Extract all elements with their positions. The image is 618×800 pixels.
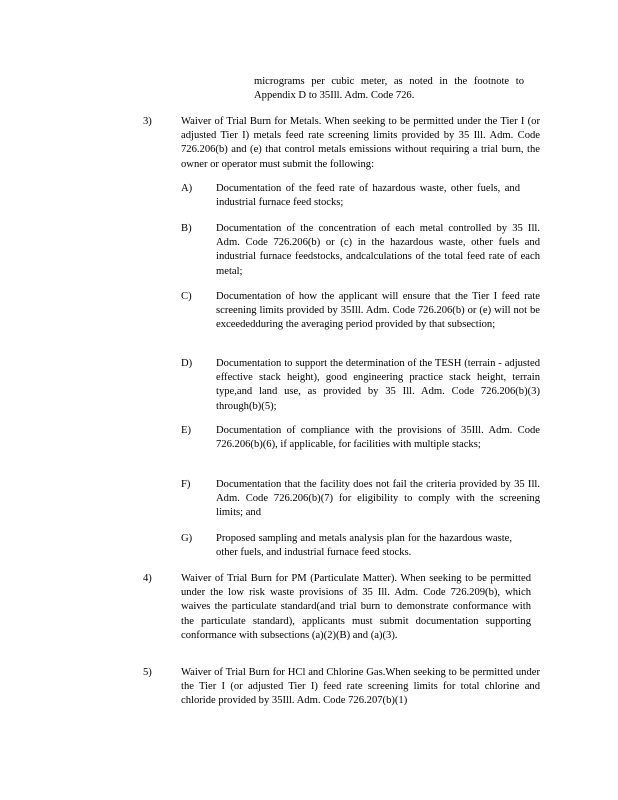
subitem-b-text: Documentation of the concentration of each metal controlled by 35 Ill. Adm. Code 726.206(b) or (c) in the hazardous waste, other fuels and industrial furnace feedstocks, andcalculations of the total feed rate of each metal; [216, 223, 540, 277]
item-5-text: Waiver of Trial Burn for HCl and Chlorine Gas.When seeking to be permitted under the Tier I (or adjusted Tier I) feed rate screening limits for total chlorine and chloride provided by 35Ill. Adm. Code 726.207(b)(1) [181, 667, 540, 707]
subitem-c-number: C) [181, 291, 192, 302]
item-3-number: 3) [143, 116, 152, 127]
subitem-e-number: E) [181, 425, 191, 436]
subitem-e-text: Documentation of compliance with the provisions of 35Ill. Adm. Code 726.206(b)(6), if applicable, for facilities with multiple stacks; [216, 425, 540, 451]
subitem-c-text: Documentation of how the applicant will ensure that the Tier I feed rate screening limits provided by 35Ill. Adm. Code 726.206(b) or (e) will not be exceededduring the averaging period provided by that subsection; [216, 291, 540, 331]
subitem-d-number: D) [181, 358, 193, 369]
subitem-f-text: Documentation that the facility does not fail the criteria provided by 35 Ill. Adm. Code 726.206(b)(7) for eligibility to comply with the screening limits; and [216, 479, 540, 519]
subitem-a-text: Documentation of the feed rate of hazardous waste, other fuels, and industrial furnace feed stocks; [216, 183, 520, 209]
subitem-d-text: Documentation to support the determination of the TESH (terrain - adjusted effective stack height), good engineering practice stack height, terrain type,and land use, as provided by 35 Ill. Adm. Code 726.206(b)(3) through(b)(5); [216, 358, 540, 412]
item-4-number: 4) [143, 573, 152, 584]
subitem-a-number: A) [181, 183, 193, 194]
subitem-b-number: B) [181, 223, 192, 234]
subitem-g-number: G) [181, 533, 193, 544]
subitem-f-number: F) [181, 479, 191, 490]
subitem-g-text: Proposed sampling and metals analysis plan for the hazardous waste, other fuels, and industrial furnace feed stocks. [216, 533, 512, 559]
item-4-text: Waiver of Trial Burn for PM (Particulate Matter). When seeking to be permitted under the low risk waste provisions of 35 Ill. Adm. Code 726.209(b), which waives the particulate standard(and trial burn to demonstrate conformance with the particulate standard), applicants must submit documentation supporting conformance with subsections (a)(2)(B) and (a)(3). [181, 573, 531, 641]
item-3-text: Waiver of Trial Burn for Metals. When seeking to be permitted under the Tier I (or adjusted Tier I) metals feed rate screening limits provided by 35 Ill. Adm. Code 726.206(b) and (e) that control metals emissions without requiring a trial burn, the owner or operator must submit the following: [181, 116, 540, 170]
continuation-paragraph: micrograms per cubic meter, as noted in the footnote to Appendix D to 35Ill. Adm. Code 726. [254, 76, 524, 102]
item-5-number: 5) [143, 667, 152, 678]
